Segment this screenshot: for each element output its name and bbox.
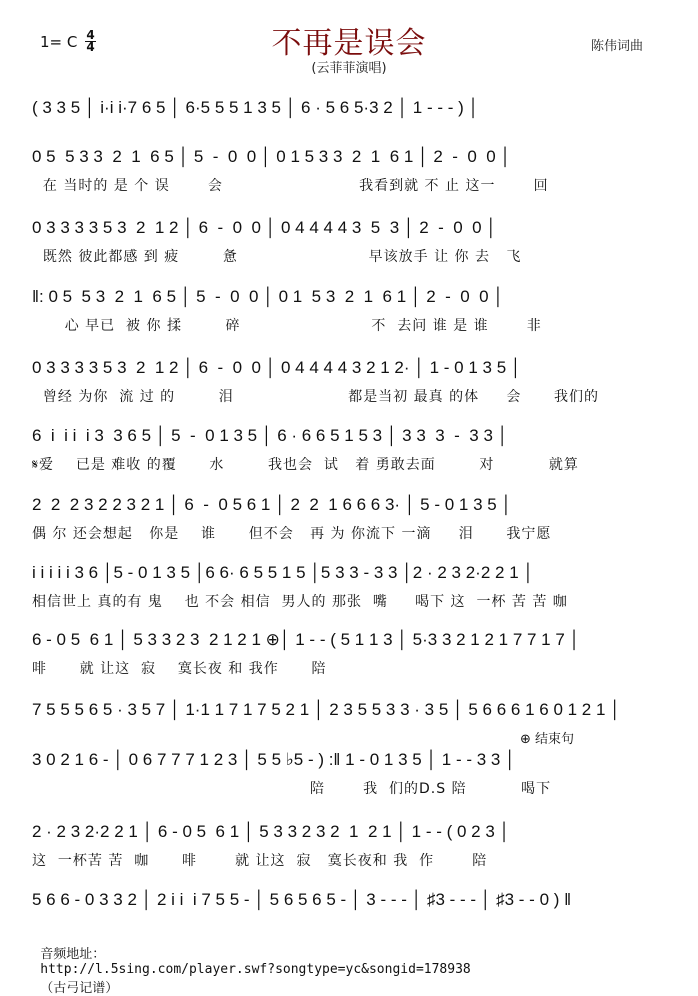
footer: [32, 928, 471, 996]
notes-line: 0 5 5 3 3 2 1 6 5 │ 5 - 0 0 │ 0 1 5 3 3 2 1 6 1 │ 2 - 0 0 │: [32, 147, 512, 166]
lyrics-line: 𝄋爱 已是 难收 的覆 水 我也会 试 着 勇敢去面 对 就算: [32, 457, 579, 473]
lyrics-line: 心 早已 被 你 揉 碎 不 去问 谁 是 谁 非: [32, 318, 542, 334]
notes-line: 6 i i i i 3 3 6 5 │ 5 - 0 1 3 5 │ 6 · 6 6 5 1 5 3 │ 3 3 3 - 3 3 │: [32, 426, 509, 445]
transcriber-credit: （古弓记谱）: [40, 981, 119, 996]
lyrics-line: 在 当时的 是 个 误 会 我看到就 不 止 这一 回: [32, 178, 549, 194]
lyrics-line: 啡 就 让这 寂 寞长夜 和 我作 陪: [32, 661, 327, 677]
lyrics-line: 相信世上 真的有 鬼 也 不会 相信 男人的 那张 嘴 喝下 这 一杯 苦 苦 咖: [32, 594, 568, 610]
lyrics-line: 陪 我 们的D.S 陪 喝下: [32, 781, 552, 797]
key-label: 1= C: [40, 32, 78, 51]
performer: (云菲菲演唱): [311, 61, 387, 76]
notes-line: ( 3 3 5 │ i·i i·7 6 5 │ 6·5 5 5 1 3 5 │ 6 · 5 6 5·3 2 │ 1 - - - ) │: [32, 98, 480, 117]
lyrics-line: 既然 彼此都感 到 疲 惫 早该放手 让 你 去 飞: [32, 249, 522, 265]
notes-line: 2 · 2 3 2·2 2 1 │ 6 - 0 5 6 1 │ 5 3 3 2 3 2 1 2 1 │ 1 - - ( 0 2 3 │: [32, 822, 511, 841]
credits: 陈伟词曲: [590, 39, 643, 54]
coda-label: 结束句: [535, 732, 575, 747]
lyrics-line: 这 一杯苦 苦 咖 啡 就 让这 寂 寞长夜和 我 作 陪: [32, 853, 488, 869]
notes-line: ‖: 0 5 5 3 2 1 6 5 │ 5 - 0 0 │ 0 1 5 3 2 1 6 1 │ 2 - 0 0 │: [32, 287, 504, 306]
song-title: 不再是误会: [271, 26, 427, 61]
time-signature: $\frac{4}{4}$: [86, 28, 95, 54]
lyrics-line: 曾经 为你 流 过 的 泪 都是当初 最真 的体 会 我们的: [32, 389, 600, 405]
notes-line: 3 0 2 1 6 - │ 0 6 7 7 7 1 2 3 │ 5 5 ♭5 - ) :‖ 1 - 0 1 3 5 │ 1 - - 3 3 │: [32, 750, 516, 769]
notes-line: i i i i i 3 6 │5 - 0 1 3 5 │6 6· 6 5 5 1 5 │5 3 3 - 3 3 │2 · 2 3 2·2 2 1 │: [32, 563, 534, 582]
notes-line: 2 2 2 3 2 2 3 2 1 │ 6 - 0 5 6 1 │ 2 2 1 6 6 6 3· │ 5 - 0 1 3 5 │: [32, 495, 513, 514]
notes-line: 0 3 3 3 3 5 3 2 1 2 │ 6 - 0 0 │ 0 4 4 4 4 3 2 1 2· │ 1 - 0 1 3 5 │: [32, 358, 522, 377]
audio-label: 音频地址：: [40, 947, 106, 962]
notes-line: 6 - 0 5 6 1 │ 5 3 3 2 3 2 1 2 1 ⊕│ 1 - - ( 5 1 1 3 │ 5·3 3 2 1 2 1 7 7 1 7 │: [32, 630, 581, 649]
notes-line: 0 3 3 3 3 5 3 2 1 2 │ 6 - 0 0 │ 0 4 4 4 4 3 5 3 │ 2 - 0 0 │: [32, 218, 497, 237]
notes-line: 7 5 5 5 6 5 · 3 5 7 │ 1·1 1 7 1 7 5 2 1 │ 2 3 5 5 3 3 · 3 5 │ 5 6 6 6 1 6 0 1 2 1 │: [32, 700, 621, 719]
audio-url-link[interactable]: http://l.5sing.com/player.swf?songtype=yc&songid=178938: [40, 962, 471, 977]
notes-line: 5 6 6 - 0 3 3 2 │ 2 i i i 7 5 5 - │ 5 6 5 6 5 - │ 3 - - - │ ♯3 - - - │ ♯3 - - 0 ) ‖: [32, 890, 572, 909]
lyrics-line: 偶 尔 还会想起 你是 谁 但不会 再 为 你流下 一滴 泪 我宁愿: [32, 526, 552, 542]
coda-marker: [520, 728, 574, 747]
coda-icon: ⊕: [520, 732, 531, 747]
